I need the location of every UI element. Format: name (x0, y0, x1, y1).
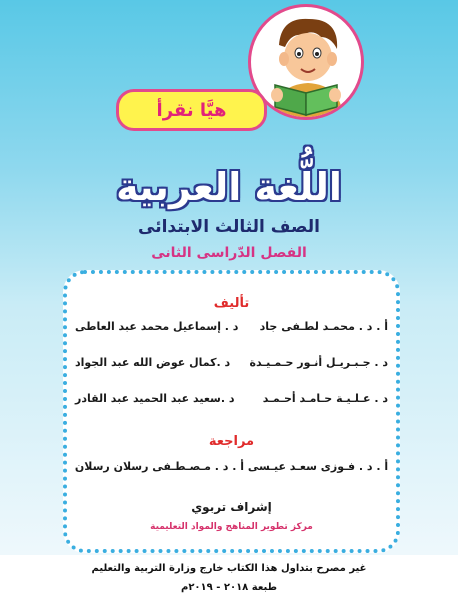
author-name: د . جـبـريـل أنـور حـمـيـدة (249, 356, 388, 369)
lets-read-label: هيَّا نقرأ (156, 99, 227, 121)
author-name: د . عـلـيـة حـامـد أحـمـد (262, 392, 388, 405)
supervision-heading: إشراف تربوي (191, 500, 272, 514)
supervision-center: مركز تطوير المناهج والمواد التعليمية (150, 522, 313, 532)
author-name: د . إسماعيل محمد عبد العاطى (75, 320, 239, 333)
grade-label: الصف الثالث الابتدائى (138, 217, 320, 237)
book-title: اللُّغة العربية (116, 165, 342, 209)
lets-read-badge (116, 89, 267, 131)
author-name: أ . د . محمـد لطـفى جاد (259, 320, 388, 333)
author-name: د .سعيد عبد الحميد عبد القادر (75, 392, 235, 405)
boy-reading-icon (251, 7, 361, 117)
author-row (75, 356, 388, 369)
review-heading: مراجعة (208, 434, 255, 449)
author-row (75, 320, 388, 333)
reviewers-line: أ . د . فـوزى سعـد عيـسى أ . د . مـصـطـفى رسلان رسلان (74, 460, 389, 473)
authors-heading: تأليف (213, 296, 250, 311)
circulation-notice: غير مصرح بتداول هذا الكتاب خارج وزارة التربية والتعليم (91, 563, 367, 574)
edition-label: طبعة ٢٠١٨ - ٢٠١٩م (180, 582, 277, 593)
term-label: الفصل الدّراسى الثانى (151, 245, 307, 261)
author-name: د .كمال عوض الله عبد الجواد (75, 356, 231, 369)
author-row (75, 392, 388, 405)
credits-panel (63, 270, 400, 553)
